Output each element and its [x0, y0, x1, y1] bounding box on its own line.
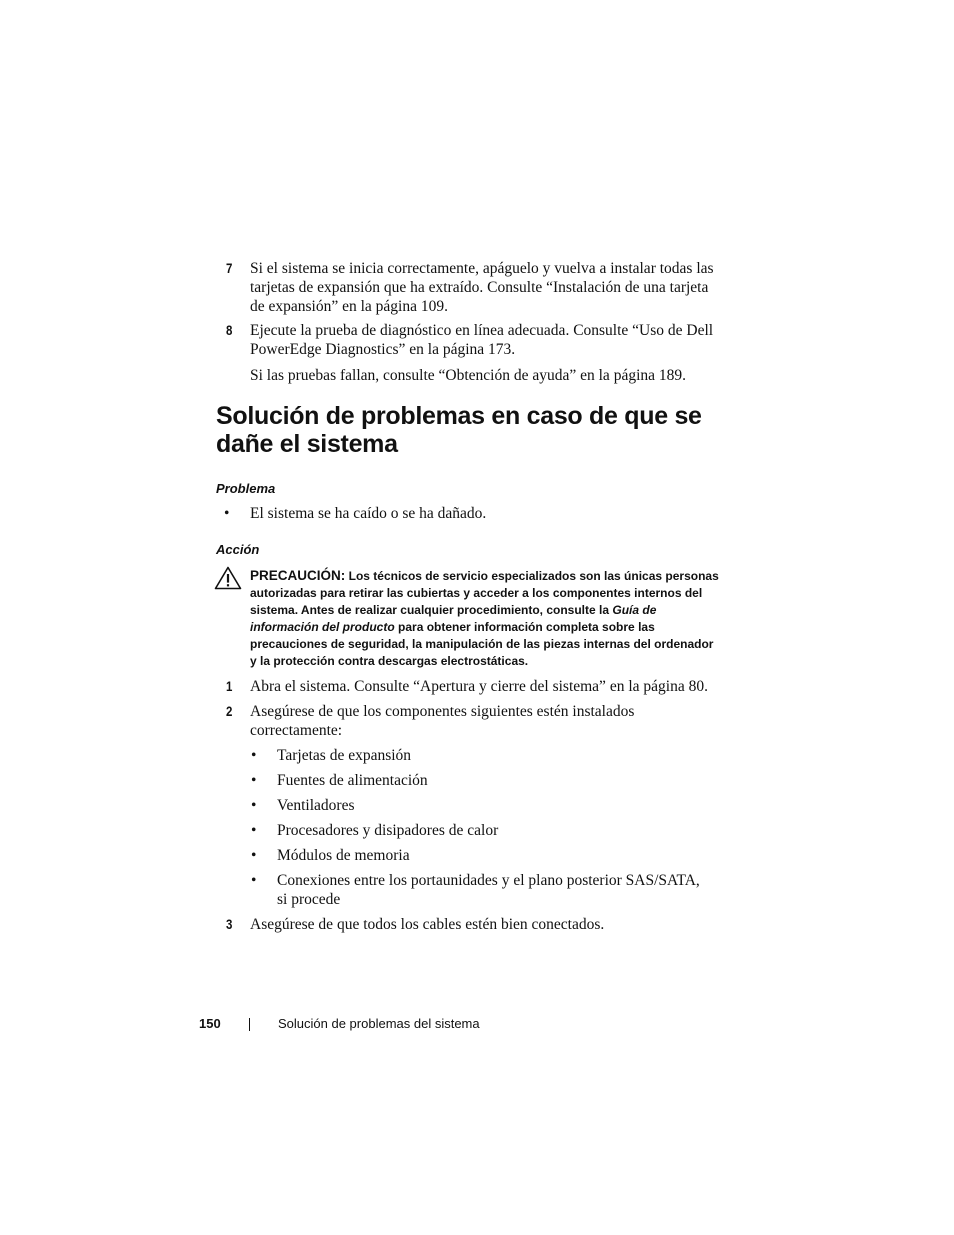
step-text: Ejecute la prueba de diagnóstico en línea adecuada. Consulte “Uso de Dell PowerEdge Diagnostics” en la página 173.: [250, 322, 714, 358]
step-number: 3: [226, 917, 233, 932]
component-item: [251, 746, 711, 765]
note-paragraph: Si las pruebas fallan, consulte “Obtención de ayuda” en la página 189.: [250, 367, 687, 384]
action-label: Acción: [216, 542, 260, 557]
step-text: Asegúrese de que todos los cables estén bien conectados.: [250, 916, 605, 933]
caution-italic: Guía de información del producto: [250, 603, 657, 634]
caution-note: [250, 567, 720, 670]
component-item: [251, 846, 711, 865]
step-7: [216, 259, 716, 316]
bullet-dot: •: [251, 797, 257, 814]
step-text: Asegúrese de que los componentes siguientes estén instalados correctamente:: [250, 703, 635, 739]
bullet-dot: •: [251, 747, 257, 764]
bullet-dot: •: [251, 822, 257, 839]
bullet-dot: •: [224, 505, 230, 522]
bullet-dot: •: [251, 847, 257, 864]
step-8: [216, 321, 716, 359]
warning-triangle-icon: [214, 566, 242, 590]
problem-item: [224, 504, 704, 523]
caution-label: PRECAUCIÓN:: [250, 568, 346, 583]
step-number: 8: [226, 323, 233, 338]
component-text: Módulos de memoria: [277, 847, 410, 864]
problem-item-text: El sistema se ha caído o se ha dañado.: [250, 505, 487, 522]
action-step-2: [216, 702, 656, 740]
caution-text-1: Los técnicos de servicio especializados son las únicas personas autorizadas para retirar las cubiertas y acceder a los componentes internos del sistema. Antes de realizar cualquier procedimiento, consulte la: [250, 569, 719, 617]
bullet-dot: •: [251, 872, 257, 889]
caution-text-2: para obtener información completa sobre las precauciones de seguridad, la manipulación de las piezas internas del ordenador y la protección contra descargas electrostáticas.: [250, 620, 714, 668]
component-item: [251, 871, 711, 909]
action-step-1: [216, 677, 716, 696]
step-number: 2: [226, 704, 233, 719]
component-item: [251, 771, 711, 790]
component-item: [251, 821, 711, 840]
step-text: Abra el sistema. Consulte “Apertura y cierre del sistema” en la página 80.: [250, 678, 708, 695]
bullet-dot: •: [251, 772, 257, 789]
component-text: Procesadores y disipadores de calor: [277, 822, 499, 839]
problem-label: Problema: [216, 481, 276, 496]
component-item: [251, 796, 711, 815]
component-text: Fuentes de alimentación: [277, 772, 428, 789]
component-text: Ventiladores: [277, 797, 355, 814]
page-number: 150: [199, 1016, 221, 1031]
action-step-3: [216, 915, 716, 934]
footer-chapter-title: Solución de problemas del sistema: [278, 1016, 480, 1031]
step-number: 7: [226, 261, 233, 276]
footer-separator: [249, 1018, 250, 1031]
component-text: Tarjetas de expansión: [277, 747, 412, 764]
section-heading: Solución de problemas en caso de que se dañe el sistema: [216, 402, 702, 458]
step-text: Si el sistema se inicia correctamente, apáguelo y vuelva a instalar todas las tarjetas de expansión que ha extraído. Consulte “Instalación de una tarjeta de expansión” en la página 109.: [250, 260, 714, 315]
component-text: Conexiones entre los portaunidades y el plano posterior SAS/SATA, si procede: [277, 872, 700, 908]
step-number: 1: [226, 679, 233, 694]
